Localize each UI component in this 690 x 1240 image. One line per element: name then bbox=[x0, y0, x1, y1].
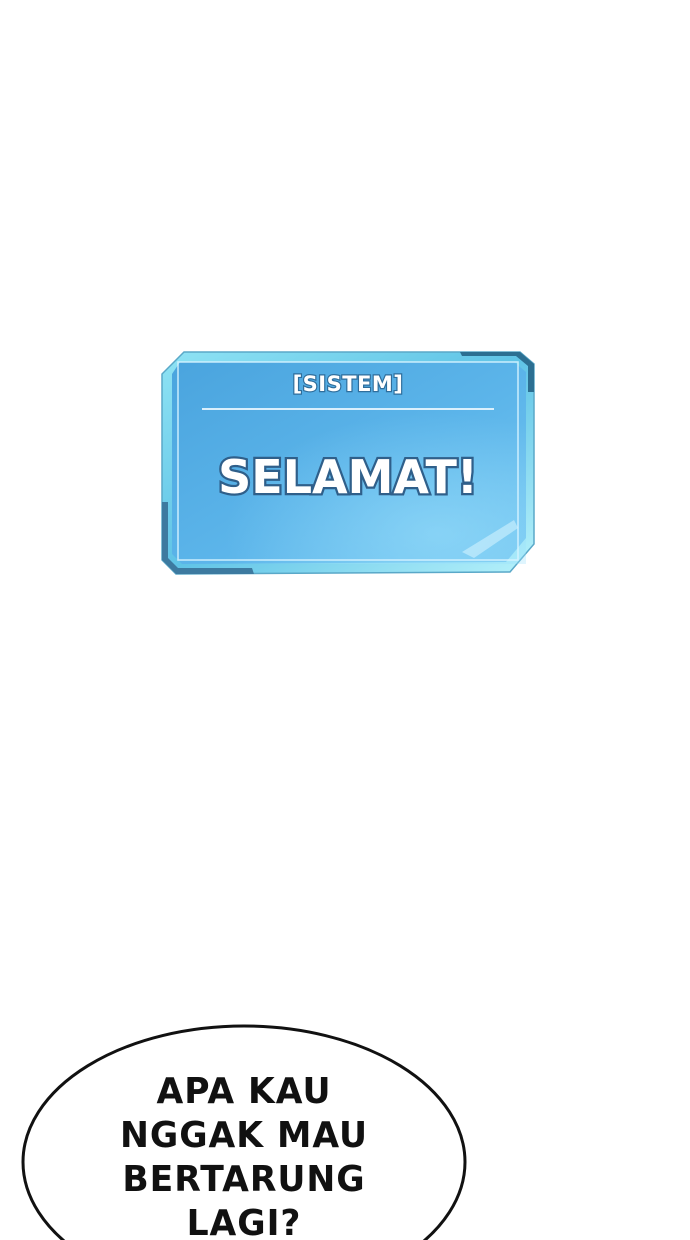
speech-line-3: BERTARUNG bbox=[122, 1159, 366, 1200]
speech-bubble-text bbox=[20, 1070, 468, 1240]
speech-line-1: APA KAU bbox=[156, 1071, 332, 1112]
system-panel-header: [SISTEM] bbox=[292, 372, 404, 396]
speech-bubble bbox=[20, 1024, 468, 1240]
system-panel-divider bbox=[202, 408, 494, 410]
speech-line-2: NGGAK MAU bbox=[119, 1115, 368, 1156]
system-panel-message: SELAMAT! bbox=[218, 450, 478, 504]
system-panel bbox=[162, 352, 534, 574]
speech-line-4: LAGI? bbox=[186, 1203, 302, 1240]
